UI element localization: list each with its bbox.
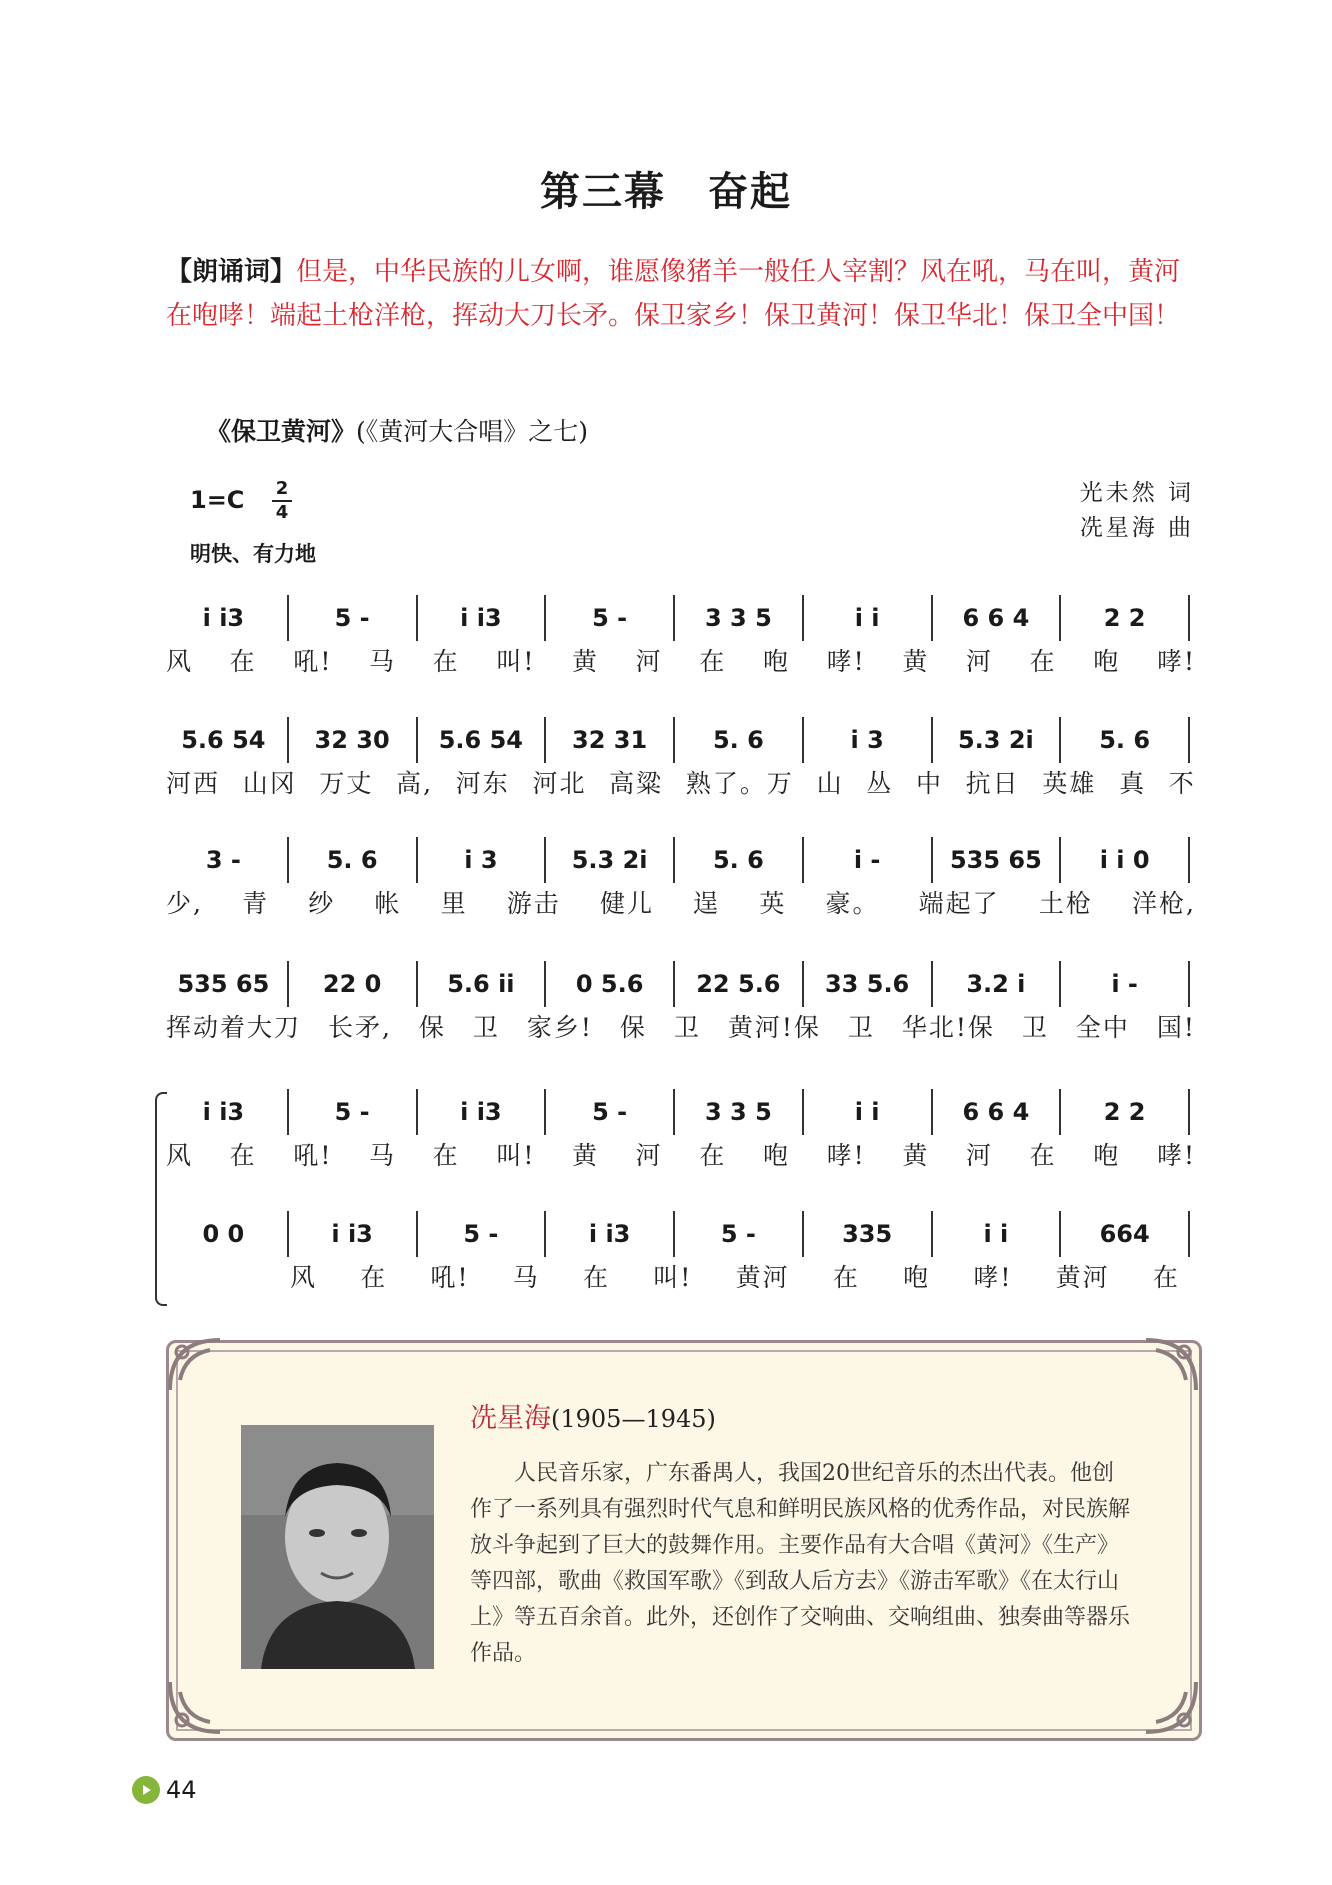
lyric-word: 哮! — [826, 647, 866, 676]
lyric-word: 华北!保 — [901, 1013, 995, 1042]
play-icon[interactable] — [132, 1776, 160, 1804]
measure-notes: i i — [983, 1220, 1009, 1248]
measure-notes: 5 - — [592, 1098, 628, 1126]
bar-line — [287, 1089, 289, 1135]
bar-line — [673, 595, 675, 641]
measure — [166, 970, 281, 998]
measure-notes: 3 3 5 — [704, 604, 772, 632]
lyric-word: 咆 — [762, 1141, 790, 1170]
bar-line — [802, 595, 804, 641]
lyric-word: 山冈 — [242, 769, 297, 798]
lyric-word: 哮! — [1156, 647, 1196, 676]
measure — [552, 604, 667, 632]
bar-line — [1188, 717, 1190, 763]
bar-line — [416, 595, 418, 641]
measure-notes: 5 - — [334, 604, 370, 632]
lyrics-row — [166, 1008, 1196, 1044]
lyric-word: 英雄 — [1042, 769, 1097, 798]
lyrics-row — [290, 1258, 1180, 1294]
lyric-word: 河北 — [532, 769, 587, 798]
measure-notes: 5. 6 — [1099, 726, 1151, 754]
lyric-word: 卫 — [847, 1013, 875, 1042]
measure — [166, 1098, 281, 1126]
measure — [552, 1220, 667, 1248]
bar-line — [1188, 1211, 1190, 1257]
measure — [295, 604, 410, 632]
lyric-word: 哮! — [973, 1263, 1013, 1292]
song-heading — [206, 412, 588, 448]
lyric-word: 不 — [1168, 769, 1196, 798]
bar-line — [931, 717, 933, 763]
measure-notes: 5 - — [720, 1220, 756, 1248]
lyric-word: 高, — [396, 769, 434, 798]
lyric-word: 抗日 — [965, 769, 1020, 798]
lyric-word: 国! — [1156, 1013, 1196, 1042]
bar-line — [544, 1211, 546, 1257]
measure — [1067, 970, 1182, 998]
bar-line — [673, 1089, 675, 1135]
measure — [810, 604, 925, 632]
measure — [939, 970, 1054, 998]
notation-row — [166, 1090, 1196, 1134]
measure — [810, 1220, 925, 1248]
measure — [166, 726, 281, 754]
measure-notes: 32 31 — [572, 726, 648, 754]
notation-row — [166, 838, 1196, 882]
lyric-word: 土枪 — [1038, 889, 1093, 918]
lyric-word: 豪。 — [825, 889, 880, 918]
bar-line — [673, 837, 675, 883]
lyric-word: 风 — [166, 1141, 194, 1170]
measure-notes: 3.2 i — [966, 970, 1026, 998]
lyric-word: 丛 — [866, 769, 894, 798]
lyric-word: 挥动着大刀 — [166, 1013, 302, 1042]
bio-person-name: 冼星海 — [470, 1403, 551, 1434]
measure — [681, 726, 796, 754]
page-footer — [132, 1776, 197, 1804]
bar-line — [416, 717, 418, 763]
measure — [166, 1220, 281, 1248]
corner-ornament-icon — [1136, 1672, 1206, 1742]
bar-line — [931, 1211, 933, 1257]
measure-notes: i i3 — [202, 604, 245, 632]
notation-row — [166, 718, 1196, 762]
lyric-word: 在 — [432, 1141, 460, 1170]
lyric-word: 咆 — [762, 647, 790, 676]
bar-line — [802, 961, 804, 1007]
lyric-word: 青 — [242, 889, 270, 918]
bar-line — [287, 595, 289, 641]
bar-line — [673, 717, 675, 763]
measure — [295, 1220, 410, 1248]
bio-text: 人民音乐家，广东番禺人，我国20世纪音乐的杰出代表。他创作了一系列具有强烈时代气息和鲜明民族风格的优秀作品，对民族解放斗争起到了巨大的鼓舞作用。主要作品有大合唱《黄河》《生产》等四部，歌曲《救国军歌》《到敌人后方去》《游击军歌》《在太行山上》等五百余首。此外，还创作了交响曲、交响组曲、独奏曲等器乐作品。 — [470, 1461, 1131, 1666]
measure — [424, 970, 539, 998]
lyric-word: 黄河 — [1055, 1263, 1110, 1292]
lyric-word: 中 — [915, 769, 943, 798]
bar-line — [416, 837, 418, 883]
measure-notes: i 3 — [850, 726, 884, 754]
measure-notes: 5.3 2i — [957, 726, 1034, 754]
bar-line — [931, 595, 933, 641]
lyric-word: 河东 — [455, 769, 510, 798]
lyric-word: 黄 — [572, 647, 600, 676]
lyric-word: 在 — [583, 1263, 611, 1292]
lyric-word: 哮! — [826, 1141, 866, 1170]
measure — [1067, 1098, 1182, 1126]
bar-line — [1188, 961, 1190, 1007]
measure-notes: 5. 6 — [712, 846, 764, 874]
measure — [939, 1098, 1054, 1126]
lyrics-row — [166, 884, 1196, 920]
measure-notes: 535 65 — [177, 970, 270, 998]
page-title: 第三幕 奋起 — [540, 169, 792, 215]
measure-notes: 3 - — [205, 846, 241, 874]
lyric-word: 在 — [1029, 1141, 1057, 1170]
measure-notes: i i3 — [331, 1220, 373, 1248]
measure-notes: 3 3 5 — [704, 1098, 772, 1126]
bar-line — [931, 1089, 933, 1135]
measure-notes: i i 0 — [1099, 846, 1150, 874]
lyricist: 光未然 词 — [1079, 480, 1194, 506]
lyric-word: 在 — [699, 647, 727, 676]
measure-notes: 5 - — [463, 1220, 499, 1248]
measure — [552, 970, 667, 998]
lyric-word: 风 — [166, 647, 194, 676]
lyric-word: 河 — [635, 647, 663, 676]
lyric-word: 叫! — [496, 1141, 536, 1170]
bar-line — [1188, 595, 1190, 641]
lyrics-row — [166, 1136, 1196, 1172]
bar-line — [544, 595, 546, 641]
measure — [424, 1220, 539, 1248]
lyric-word: 黄河 — [735, 1263, 790, 1292]
song-credits — [1080, 476, 1194, 546]
measure — [810, 970, 925, 998]
lyric-word: 卫 — [472, 1013, 500, 1042]
lyric-word: 吼! — [430, 1263, 470, 1292]
bar-line — [1188, 837, 1190, 883]
lyric-word: 吼! — [293, 647, 333, 676]
bar-line — [1188, 1089, 1190, 1135]
bar-line — [802, 837, 804, 883]
corner-ornament-icon — [160, 1672, 230, 1742]
measure — [295, 726, 410, 754]
page-number: 44 — [166, 1776, 197, 1804]
measure-notes: i i3 — [460, 1098, 502, 1126]
lyrics-row — [166, 764, 1196, 800]
lyric-word: 叫! — [496, 647, 536, 676]
measure — [681, 846, 796, 874]
bar-line — [802, 1211, 804, 1257]
lyric-word: 保 — [619, 1013, 647, 1042]
measure-notes: i i3 — [588, 1220, 631, 1248]
measure-notes: 5.6 ii — [447, 970, 515, 998]
bar-line — [416, 961, 418, 1007]
lyric-word: 高粱 — [609, 769, 664, 798]
lyric-word: 真 — [1119, 769, 1147, 798]
lyric-word: 万丈 — [319, 769, 374, 798]
lyric-word: 在 — [1152, 1263, 1180, 1292]
bar-line — [1059, 961, 1061, 1007]
measure — [939, 1220, 1054, 1248]
bar-line — [1059, 717, 1061, 763]
lyric-word: 咆 — [903, 1263, 931, 1292]
measure-notes: 535 65 — [949, 846, 1042, 874]
measure — [295, 1098, 410, 1126]
key-signature: 1=C — [190, 486, 245, 514]
lyric-word: 全中 — [1075, 1013, 1130, 1042]
lyric-word: 山 — [816, 769, 844, 798]
bar-line — [287, 717, 289, 763]
lyric-word: 里 — [440, 889, 468, 918]
lyrics-row — [166, 642, 1196, 678]
lyric-word: 卫 — [673, 1013, 701, 1042]
bar-line — [802, 1089, 804, 1135]
recitation-text: 但是，中华民族的儿女啊，谁愿像猪羊一般任人宰割？风在吼，马在叫，黄河在咆哮！端起土枪洋枪，挥动大刀长矛。保卫家乡！保卫黄河！保卫华北！保卫全中国！ — [166, 257, 1181, 331]
bar-line — [673, 1211, 675, 1257]
measure — [552, 846, 667, 874]
measure-notes: 2 2 — [1103, 1098, 1146, 1126]
measure — [681, 1098, 796, 1126]
measure-notes: 5.3 2i — [571, 846, 648, 874]
lyric-word: 哮! — [1156, 1141, 1196, 1170]
measure-notes: 335 — [842, 1220, 893, 1248]
measure-notes: 5.6 54 — [438, 726, 524, 754]
lyric-word: 河 — [965, 647, 993, 676]
lyric-word: 在 — [699, 1141, 727, 1170]
measure-notes: 5 - — [592, 604, 628, 632]
measure-notes: 6 6 4 — [962, 1098, 1030, 1126]
measure-notes: 2 2 — [1103, 604, 1146, 632]
lyric-word: 帐 — [374, 889, 402, 918]
lyric-word: 洋枪, — [1132, 889, 1196, 918]
bar-line — [287, 961, 289, 1007]
bar-line — [1059, 1211, 1061, 1257]
measure-notes: 5. 6 — [712, 726, 764, 754]
measure — [424, 604, 539, 632]
measure-notes: i 3 — [464, 846, 498, 874]
measure — [1067, 846, 1182, 874]
measure-notes: 32 30 — [314, 726, 390, 754]
measure — [810, 846, 925, 874]
notation-row — [166, 596, 1196, 640]
bar-line — [1059, 595, 1061, 641]
song-title: 《保卫黄河》 — [206, 417, 357, 446]
lyric-word: 保 — [418, 1013, 446, 1042]
lyric-word: 河 — [965, 1141, 993, 1170]
measure-notes: 6 6 4 — [962, 604, 1030, 632]
lyric-word: 黄 — [902, 1141, 930, 1170]
portrait-photo — [241, 1425, 434, 1669]
lyric-word: 在 — [832, 1263, 860, 1292]
lyric-word: 在 — [432, 647, 460, 676]
lyric-word: 英 — [759, 889, 787, 918]
measure-notes: 0 5.6 — [575, 970, 644, 998]
measure — [1067, 726, 1182, 754]
bar-line — [931, 961, 933, 1007]
recitation-paragraph — [166, 250, 1196, 338]
lyric-word: 熟了。万 — [685, 769, 794, 798]
bio-name — [470, 1396, 716, 1435]
measure — [810, 1098, 925, 1126]
measure-notes: i i3 — [460, 604, 502, 632]
score-brace — [155, 1092, 167, 1306]
lyric-word: 马 — [369, 1141, 397, 1170]
bar-line — [1059, 837, 1061, 883]
measure-notes: 5.6 54 — [181, 726, 266, 754]
bar-line — [1059, 1089, 1061, 1135]
lyric-word: 在 — [229, 647, 257, 676]
lyric-word: 在 — [1029, 647, 1057, 676]
bar-line — [802, 717, 804, 763]
measure — [424, 846, 539, 874]
lyric-word: 健儿 — [599, 889, 654, 918]
measure — [295, 970, 410, 998]
measure-notes: 0 0 — [202, 1220, 245, 1248]
measure-notes: 22 5.6 — [696, 970, 781, 998]
bar-line — [931, 837, 933, 883]
measure-notes: 5 - — [334, 1098, 370, 1126]
lyric-word: 游击 — [506, 889, 561, 918]
lyric-word: 叫! — [653, 1263, 693, 1292]
lyric-word: 河西 — [166, 769, 221, 798]
bar-line — [544, 837, 546, 883]
lyric-word: 吼! — [293, 1141, 333, 1170]
measure-notes: i i — [854, 604, 880, 632]
tempo-marking: 明快、有力地 — [190, 542, 316, 566]
lyric-word: 长矛, — [327, 1013, 392, 1042]
recitation-label: 【朗诵词】 — [166, 257, 297, 287]
time-bottom: 4 — [275, 502, 289, 523]
measure — [424, 1098, 539, 1126]
bar-line — [287, 1211, 289, 1257]
notation-row — [166, 962, 1196, 1006]
composer: 冼星海 曲 — [1079, 515, 1194, 541]
measure-notes: 22 0 — [322, 970, 382, 998]
measure-notes: i - — [1111, 970, 1138, 998]
lyric-word: 黄 — [572, 1141, 600, 1170]
notation-row — [166, 1212, 1196, 1256]
lyric-word: 逞 — [693, 889, 721, 918]
measure-notes: 664 — [1099, 1220, 1150, 1248]
lyric-word: 少, — [166, 889, 203, 918]
measure — [939, 846, 1054, 874]
measure — [1067, 604, 1182, 632]
measure — [939, 604, 1054, 632]
time-signature — [270, 478, 294, 524]
lyric-word: 黄 — [902, 647, 930, 676]
measure-notes: i i3 — [202, 1098, 245, 1126]
measure — [424, 726, 539, 754]
lyric-word: 马 — [369, 647, 397, 676]
lyric-word: 在 — [360, 1263, 388, 1292]
lyric-word: 纱 — [308, 889, 336, 918]
bar-line — [544, 717, 546, 763]
measure — [552, 1098, 667, 1126]
bar-line — [544, 961, 546, 1007]
lyric-word: 咆 — [1093, 1141, 1121, 1170]
measure — [681, 604, 796, 632]
lyric-word: 咆 — [1093, 647, 1121, 676]
corner-ornament-icon — [1136, 1330, 1206, 1400]
measure — [681, 1220, 796, 1248]
bar-line — [673, 961, 675, 1007]
measure — [552, 726, 667, 754]
bar-line — [287, 837, 289, 883]
measure-notes: i - — [853, 846, 881, 874]
measure — [681, 970, 796, 998]
corner-ornament-icon — [160, 1330, 230, 1400]
measure-notes: 5. 6 — [326, 846, 378, 874]
bar-line — [544, 1089, 546, 1135]
time-top: 2 — [275, 478, 289, 499]
lyric-word: 在 — [229, 1141, 257, 1170]
measure — [166, 846, 281, 874]
lyric-word: 黄河!保 — [727, 1013, 821, 1042]
bar-line — [416, 1211, 418, 1257]
measure — [1067, 1220, 1182, 1248]
lyric-word: 端起了 — [918, 889, 1000, 918]
lyric-word: 马 — [512, 1263, 540, 1292]
measure — [166, 604, 281, 632]
lyric-word: 卫 — [1021, 1013, 1049, 1042]
lyric-word: 家乡! — [526, 1013, 593, 1042]
lyric-word: 风 — [290, 1263, 318, 1292]
measure — [810, 726, 925, 754]
measure-notes: 33 5.6 — [824, 970, 910, 998]
measure — [295, 846, 410, 874]
bar-line — [416, 1089, 418, 1135]
measure — [939, 726, 1054, 754]
bio-years: (1905—1945) — [551, 1405, 716, 1433]
measure-notes: i i — [854, 1098, 880, 1126]
song-subtitle: (《黄河大合唱》之七) — [356, 417, 589, 446]
lyric-word: 河 — [635, 1141, 663, 1170]
